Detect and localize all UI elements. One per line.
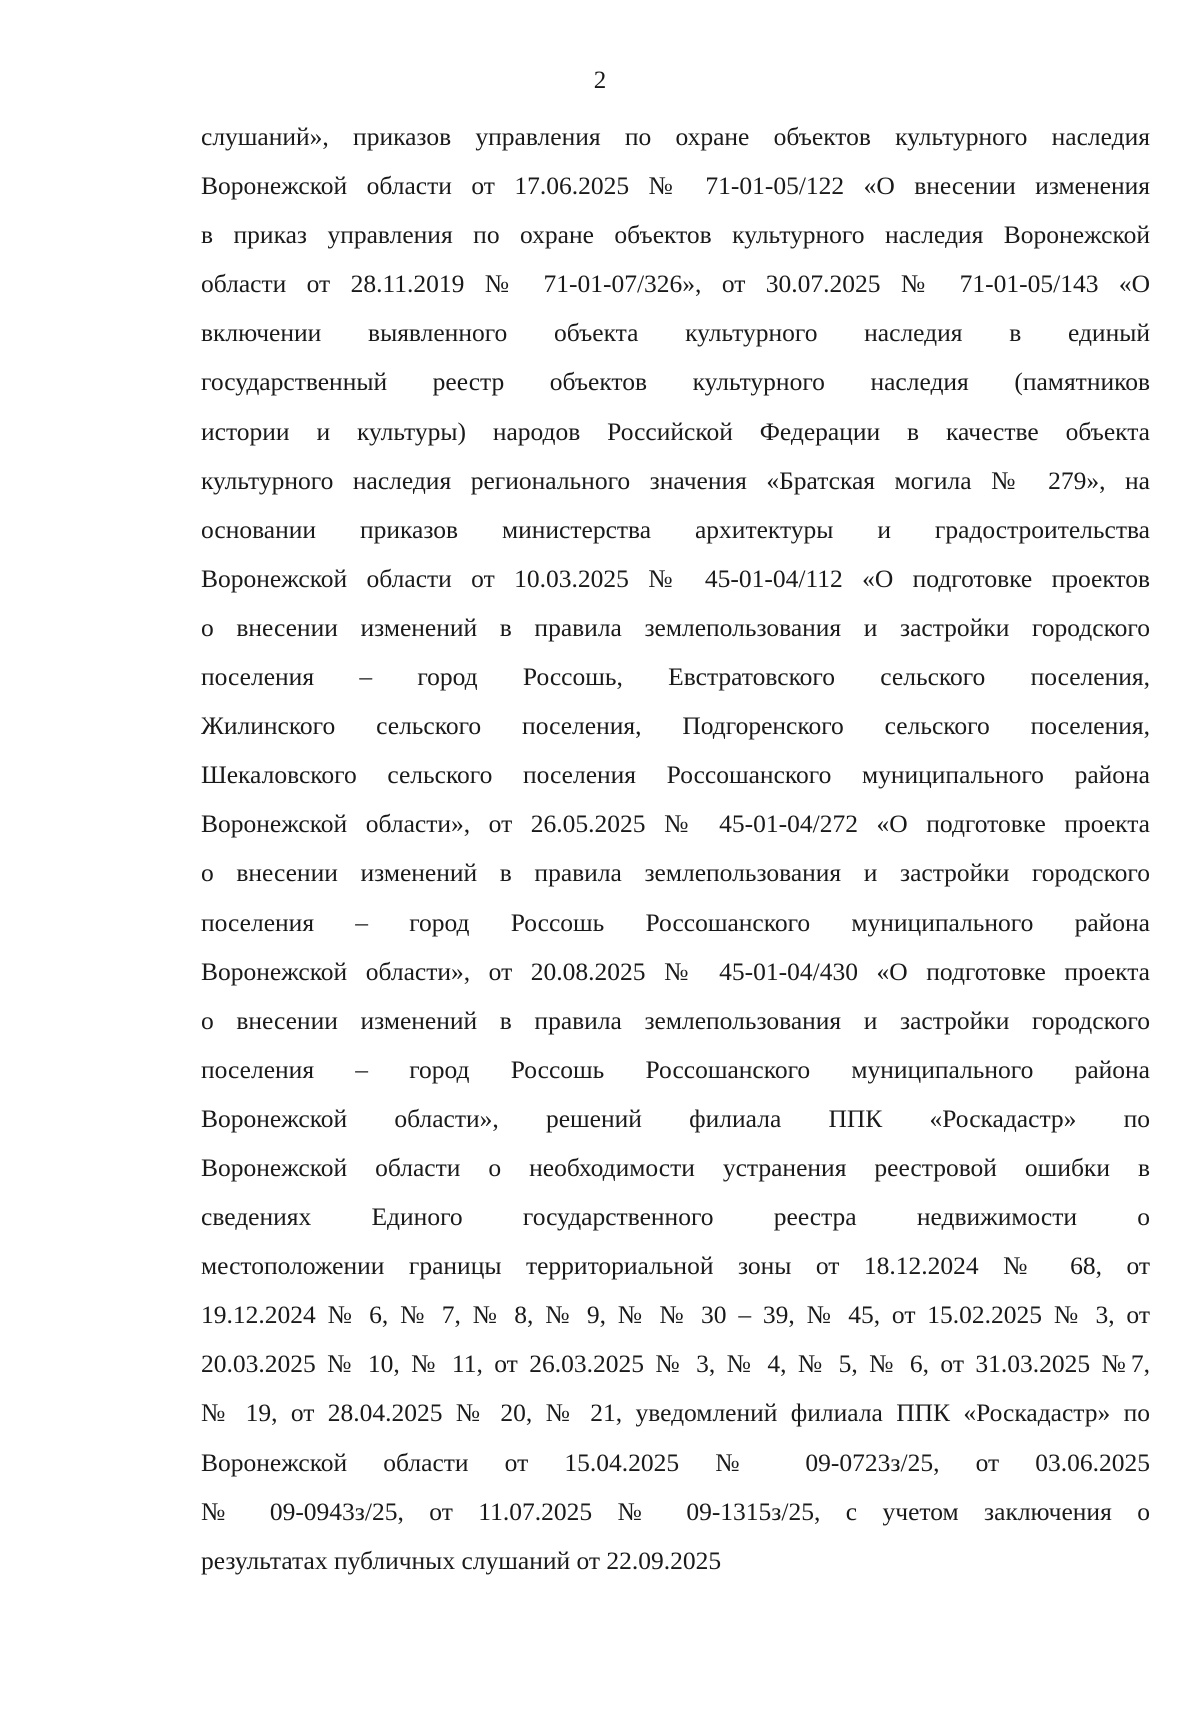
text-line: о внесении изменений в правила землепользования и застройки городского <box>201 612 1150 642</box>
text-line: о внесении изменений в правила землепользования и застройки городского <box>201 1005 1150 1035</box>
text-line: № 09-0943з/25, от 11.07.2025 № 09-1315з/25, с учетом заключения о <box>201 1496 1150 1526</box>
text-line: 19.12.2024 № 6, № 7, № 8, № 9, № № 30 – 39, № 45, от 15.02.2025 № 3, от <box>201 1300 1150 1330</box>
text-line-last: результатах публичных слушаний от 22.09.2025 <box>201 1545 722 1575</box>
text-line: Воронежской области о необходимости устранения реестровой ошибки в <box>201 1152 1150 1182</box>
text-line: в приказ управления по охране объектов культурного наследия Воронежской <box>201 220 1150 250</box>
text-line: Воронежской области от 10.03.2025 № 45-01-04/112 «О подготовке проектов <box>201 563 1150 593</box>
page-number: 2 <box>593 67 607 94</box>
body-paragraph <box>201 122 1150 1595</box>
text-line: Воронежской области от 17.06.2025 № 71-01-05/122 «О внесении изменения <box>201 171 1150 201</box>
text-line: включении выявленного объекта культурного наследия в единый <box>201 318 1150 348</box>
text-line: истории и культуры) народов Российской Федерации в качестве объекта <box>201 416 1150 446</box>
text-line: Воронежской области», от 26.05.2025 № 45-01-04/272 «О подготовке проекта <box>201 809 1150 839</box>
text-line: 20.03.2025 № 10, № 11, от 26.03.2025 № 3, № 4, № 5, № 6, от 31.03.2025 №7, <box>201 1349 1150 1379</box>
text-line: культурного наследия регионального значения «Братская могила № 279», на <box>201 465 1150 495</box>
text-line: слушаний», приказов управления по охране объектов культурного наследия <box>201 122 1150 151</box>
text-line: поселения – город Россошь Россошанского муниципального района <box>201 907 1150 937</box>
text-line: Шекаловского сельского поселения Россошанского муниципального района <box>201 760 1150 790</box>
text-line: о внесении изменений в правила землепользования и застройки городского <box>201 858 1150 888</box>
text-line: местоположении границы территориальной зоны от 18.12.2024 № 68, от <box>201 1251 1150 1281</box>
text-line: области от 28.11.2019 № 71-01-07/326», от 30.07.2025 № 71-01-05/143 «О <box>201 269 1150 299</box>
text-line: № 19, от 28.04.2025 № 20, № 21, уведомлений филиала ППК «Роскадастр» по <box>201 1398 1150 1428</box>
text-line: Воронежской области от 15.04.2025 № 09-0723з/25, от 03.06.2025 <box>201 1447 1150 1477</box>
text-line: поселения – город Россошь, Евстратовского сельского поселения, <box>201 662 1150 692</box>
text-line: основании приказов министерства архитектуры и градостроительства <box>201 514 1150 544</box>
text-line: Воронежской области», решений филиала ППК «Роскадастр» по <box>201 1103 1150 1133</box>
text-line: Воронежской области», от 20.08.2025 № 45-01-04/430 «О подготовке проекта <box>201 956 1150 986</box>
text-line: сведениях Единого государственного реестра недвижимости о <box>201 1202 1150 1232</box>
text-line: Жилинского сельского поселения, Подгоренского сельского поселения, <box>201 711 1150 741</box>
text-line: государственный реестр объектов культурного наследия (памятников <box>201 367 1150 397</box>
text-line: поселения – город Россошь Россошанского муниципального района <box>201 1054 1150 1084</box>
